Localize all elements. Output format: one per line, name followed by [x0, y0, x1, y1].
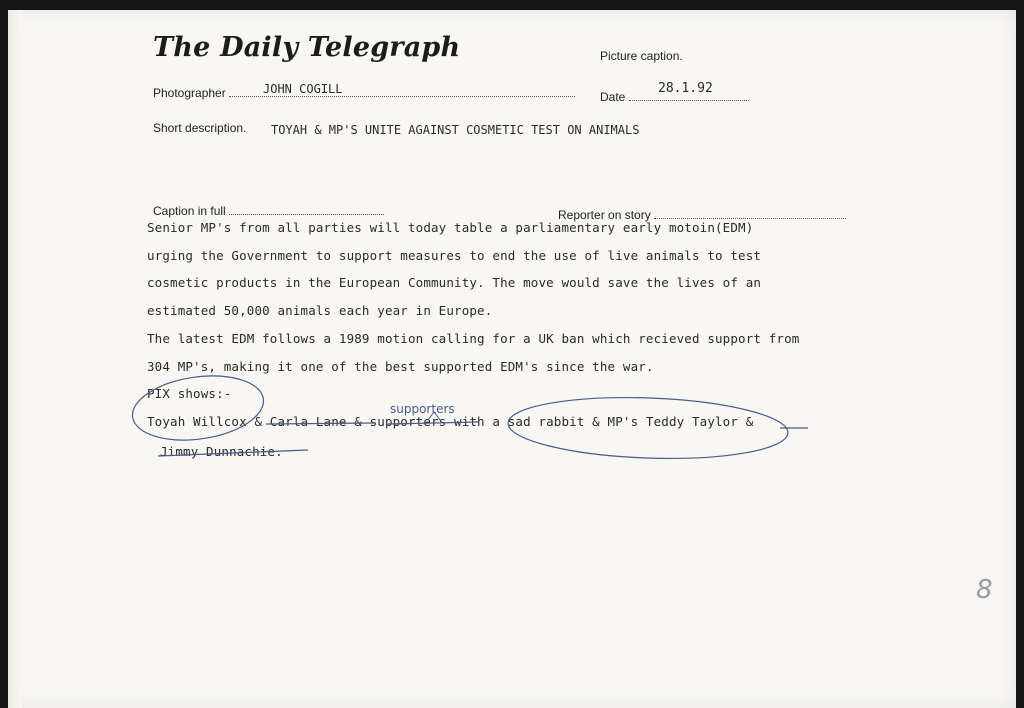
photographer-label: Photographer [153, 86, 226, 100]
pix-shows-line: PIX shows:- [147, 386, 232, 401]
pen-caret [428, 412, 440, 420]
handwritten-page-number: 8 [976, 575, 993, 605]
masthead-logo: The Daily Telegraph [153, 32, 461, 63]
picture-caption-label: Picture caption. [600, 49, 683, 63]
caption-line: urging the Government to support measures to end the use of live animals to test [147, 248, 762, 263]
caption-line: cosmetic products in the European Community. The move would save the lives of an [147, 275, 762, 290]
pen-strike-carla [266, 423, 376, 424]
short-description-value: TOYAH & MP'S UNITE AGAINST COSMETIC TEST ON ANIMALS [271, 123, 640, 137]
pen-annotations [8, 10, 1016, 708]
pen-circle-toyah [128, 368, 267, 448]
reporter-label: Reporter on story [558, 208, 651, 222]
caption-line: estimated 50,000 animals each year in Europe. [147, 303, 493, 318]
caption-line: The latest EDM follows a 1989 motion calling for a UK ban which recieved support from [147, 331, 800, 346]
people-line: Toyah Willcox & Carla Lane & supporters with a sad rabbit & MP's Teddy Taylor & [147, 414, 754, 429]
pen-circle-rabbit [507, 393, 789, 463]
short-description-label: Short description. [153, 121, 247, 135]
caption-in-full-label: Caption in full [153, 204, 226, 218]
people-line-continued: Jimmy Dunnachie. [160, 444, 283, 459]
caption-sheet [8, 10, 1016, 708]
photographer-value: JOHN COGILL [263, 82, 343, 96]
date-label: Date [600, 90, 626, 104]
caption-line: 304 MP's, making it one of the best supported EDM's since the war. [147, 359, 654, 374]
pen-strike-supporters [388, 422, 478, 424]
caption-line: Senior MP's from all parties will today table a parliamentary early motoin(EDM) [147, 220, 754, 235]
date-value: 28.1.92 [658, 81, 713, 96]
pen-strike-jimmy [158, 450, 308, 456]
handwritten-insertion: supporters [390, 402, 455, 416]
